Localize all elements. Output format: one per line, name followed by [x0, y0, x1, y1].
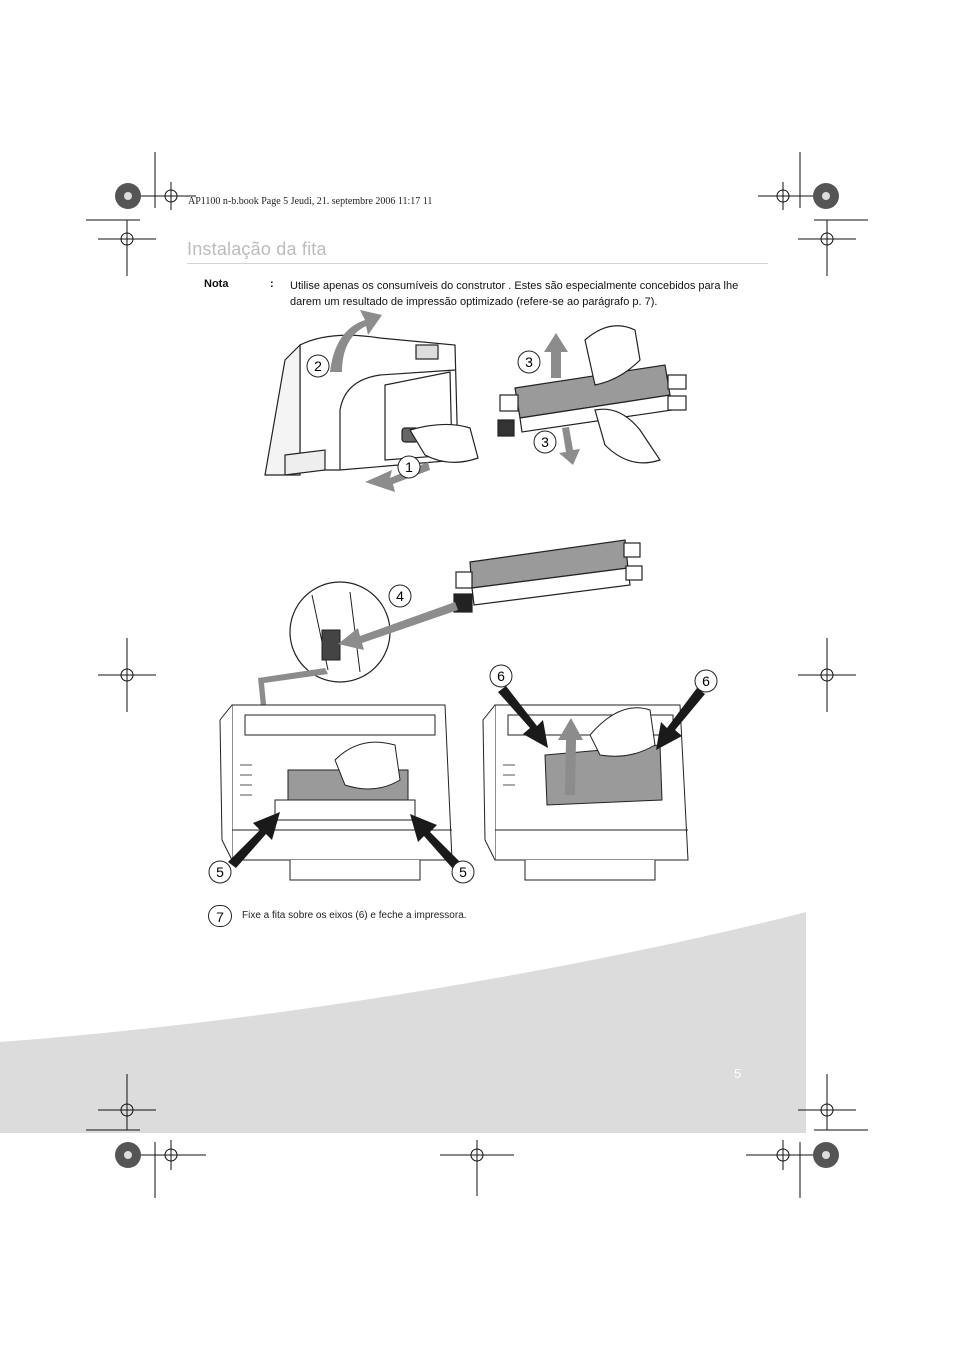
ribbon-cartridge-figure — [498, 326, 686, 463]
step-7-label: 7 — [208, 905, 232, 927]
step-3-label-bottom: 3 — [541, 434, 549, 450]
step-5-label-right: 5 — [459, 864, 467, 880]
step-7-instruction: Fixe a fita sobre os eixos (6) e feche a impressora. — [242, 910, 467, 921]
step-5-label-left: 5 — [216, 864, 224, 880]
step-6-label-right: 6 — [702, 673, 710, 689]
printer-open-cover-figure — [265, 335, 478, 475]
note-text: Utilise apenas os consumíveis do construtor . Estes são especialmente concebidos para lhe darem um resultado de impressão optimizado (refere-se ao parágrafo p. 7). — [290, 280, 739, 308]
lift-up-arrow — [544, 333, 568, 378]
section-title: Instalação da fita — [187, 239, 327, 259]
printer-interior-left-figure — [220, 705, 452, 880]
step-6-label-left: 6 — [497, 668, 505, 684]
book-header-line: AP1100 n-b.book Page 5 Jeudi, 21. septembre 2006 11:17 11 — [188, 196, 433, 207]
page-number: 5 — [734, 1066, 742, 1081]
lift-down-arrow — [559, 427, 580, 465]
step-3-label-top: 3 — [525, 354, 533, 370]
step-4-label: 4 — [396, 588, 404, 604]
note-label: Nota — [204, 278, 229, 290]
note-colon: : — [270, 278, 274, 290]
step-2-label: 2 — [314, 358, 322, 374]
new-ribbon-figure — [454, 540, 642, 612]
printer-interior-right-figure — [483, 705, 688, 880]
step-1-label: 1 — [405, 459, 413, 475]
